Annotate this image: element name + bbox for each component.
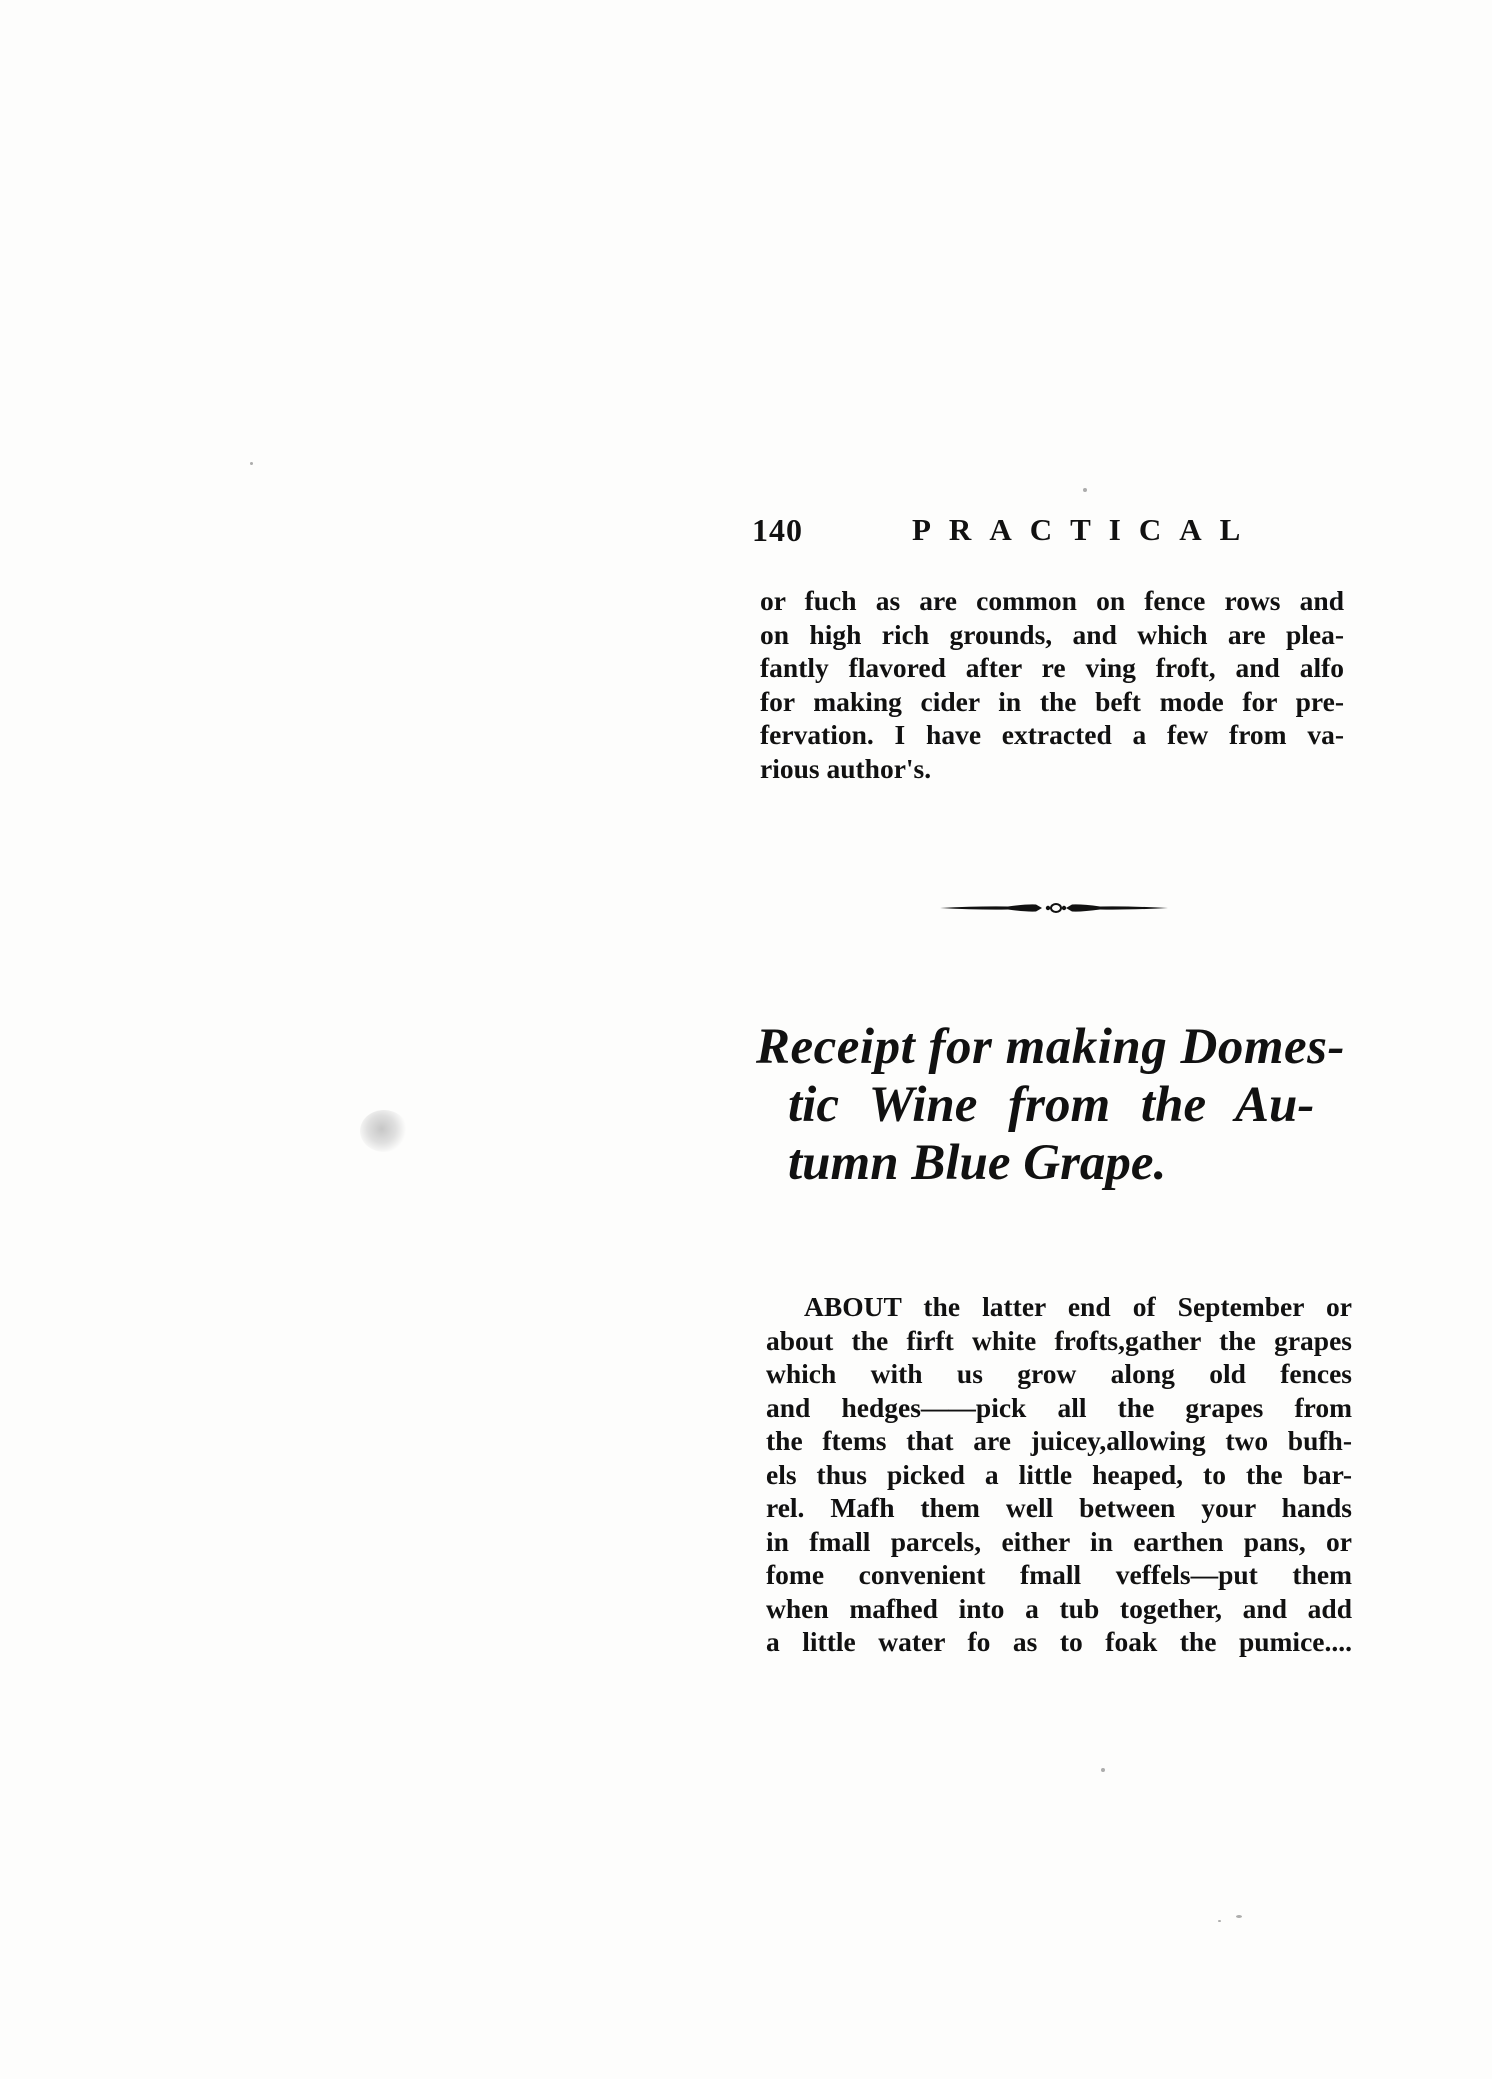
scan-speck — [250, 462, 253, 465]
heading-line: Receipt for making Domes- — [756, 1019, 1346, 1075]
text-line: or fuch as are common on fence rows and — [760, 585, 1344, 616]
scan-speck — [1218, 1920, 1221, 1922]
text-line: ABOUT the latter end of September or — [804, 1291, 1352, 1322]
text-line: which with us grow along old fences — [766, 1358, 1352, 1389]
text-line: on high rich grounds, and which are plea- — [760, 618, 1344, 650]
text-line: a little water fo as to foak the pumice.... — [766, 1626, 1352, 1657]
scan-smudge — [360, 1110, 408, 1152]
text-line: fantly flavored after re ving froft, and alfo — [760, 652, 1344, 683]
text-line: the ftems that are juicey,allowing two bufh- — [766, 1425, 1352, 1456]
heading-line: tic Wine from the Au- — [788, 1077, 1315, 1133]
text-line: fome convenient fmall veffels—put them — [766, 1559, 1352, 1590]
text-line: for making cider in the beft mode for pre- — [760, 685, 1344, 717]
intro-paragraph — [760, 584, 1344, 785]
text-line: about the firft white frofts,gather the grapes — [766, 1324, 1352, 1356]
scan-speck — [1236, 1915, 1242, 1918]
scan-speck — [1083, 488, 1087, 492]
heading-line: tumn Blue Grape. — [788, 1135, 1167, 1191]
recipe-heading — [756, 1018, 1356, 1192]
text-line: els thus picked a little heaped, to the bar- — [766, 1458, 1352, 1490]
text-line: rel. Mafh them well between your hands — [766, 1492, 1352, 1523]
running-head — [752, 512, 1352, 556]
text-line: rious author's. — [760, 752, 932, 784]
running-title: PRACTICAL — [912, 512, 1259, 547]
section-divider-ornament — [938, 896, 1170, 920]
text-line: fervation. I have extracted a few from va- — [760, 719, 1344, 750]
page-number: 140 — [752, 512, 803, 548]
text-line: and hedges——pick all the grapes from — [766, 1391, 1352, 1423]
scan-speck — [1101, 1768, 1105, 1772]
text-line: in fmall parcels, either in earthen pans, or — [766, 1525, 1352, 1557]
recipe-paragraph — [766, 1290, 1352, 1659]
text-line: when mafhed into a tub together, and add — [766, 1592, 1352, 1624]
